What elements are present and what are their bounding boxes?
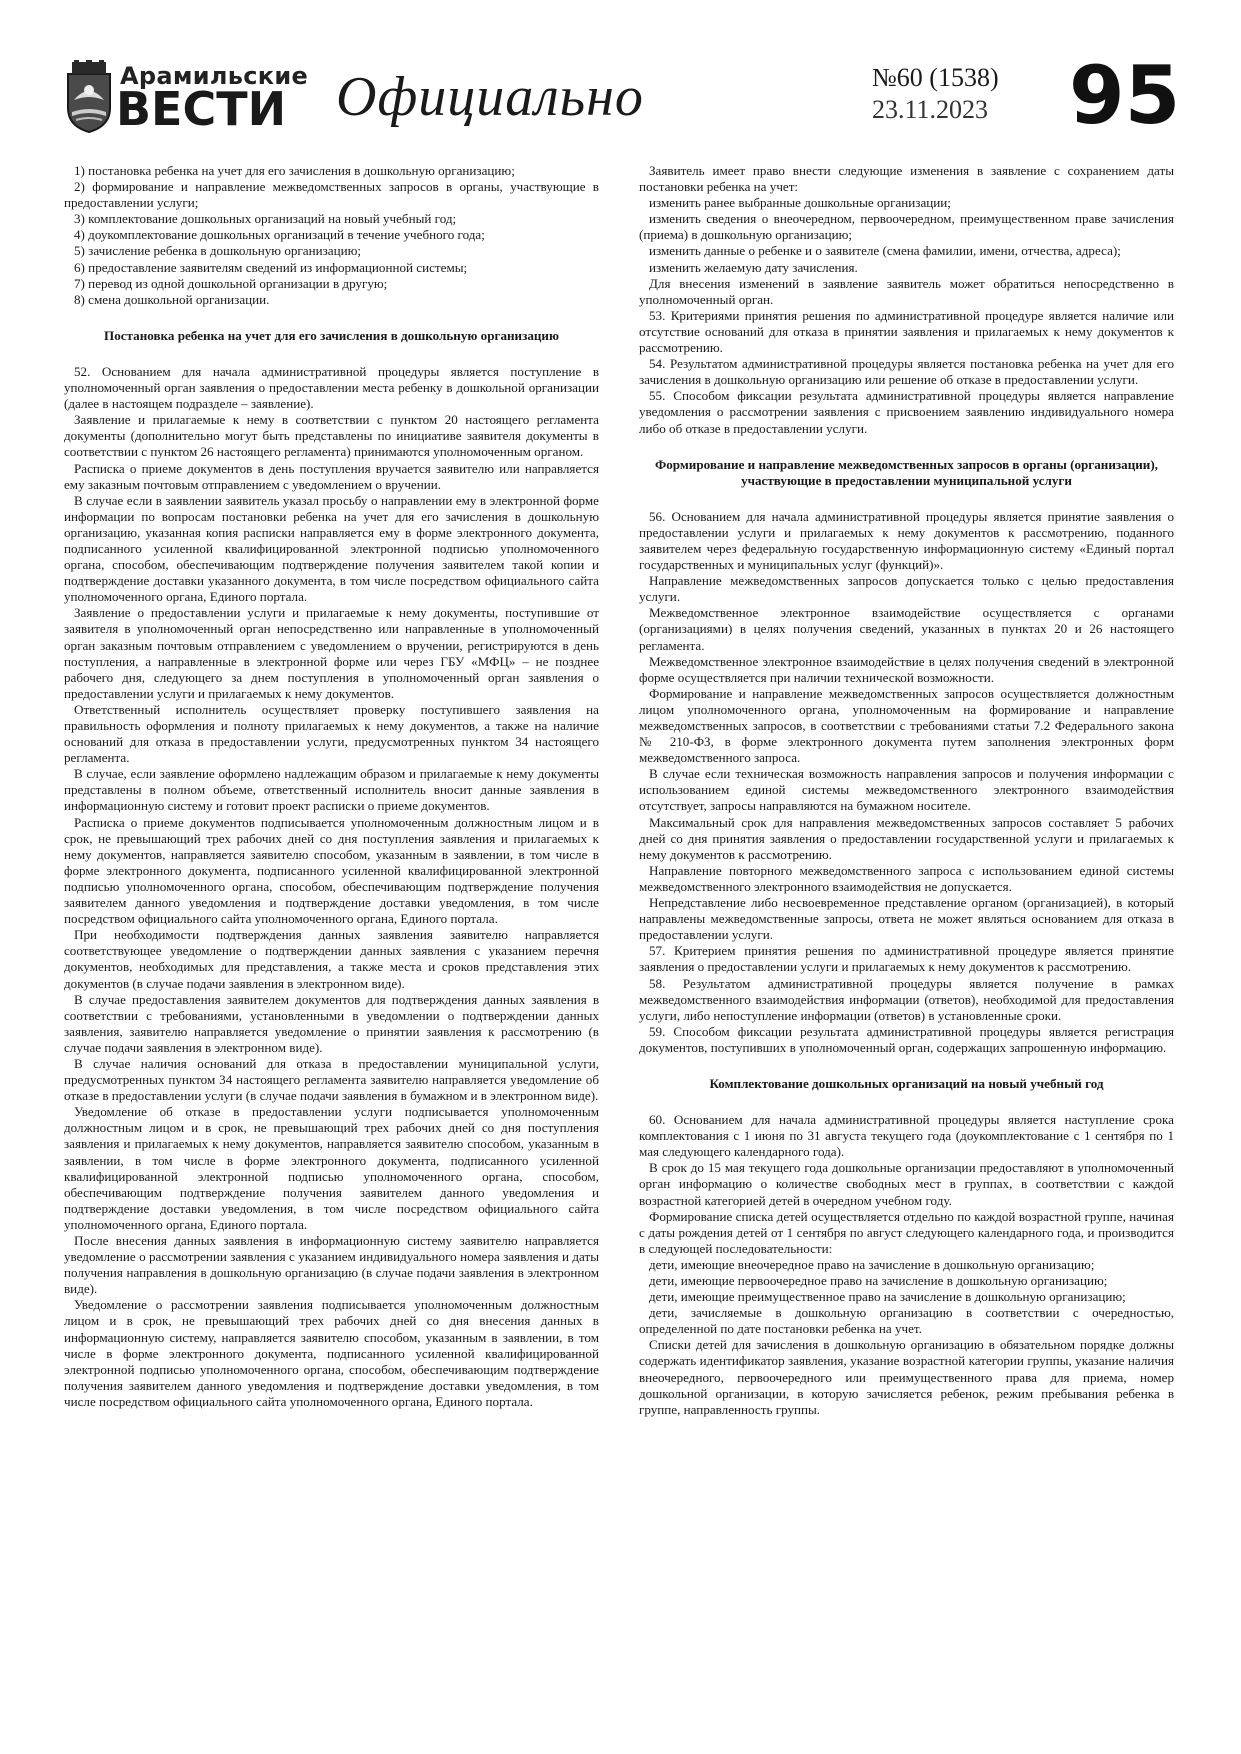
paragraph: Направление межведомственных запросов допускается только с целью предоставления услуги. [639,573,1174,605]
list-item: 4) доукомплектование дошкольных организаций в течение учебного года; [74,227,485,243]
paragraph: Максимальный срок для направления межведомственных запросов составляет 5 рабочих дней со дня принятия заявления о предоставлении государственной услуги и прилагаемых к нему документов к рассмотрению. [639,814,1174,862]
paragraph: дети, зачисляемые в дошкольную организацию в соответствии с очередностью, определенной по дате постановки ребенка на учет. [639,1305,1174,1337]
paragraph: 56. Основанием для начала административной процедуры является принятие заявления о предоставлении услуги и прилагаемых к нему документов к рассмотрению, поданного заявителем через федеральную государственную информационную систему «Единый портал государственных и муниципальных услуг (функций)». [639,508,1174,573]
list-item: 6) предоставление заявителям сведений из информационной системы; [74,259,468,275]
paragraph: Уведомление об отказе в предоставлении услуги подписывается уполномоченным должностным лицом и в срок, не превышающий трех рабочих дней со дня поступления заявления и прилагаемых к нему документов, направляется заявителю способом, указанным в заявлении, в том числе в форме электронного документа, подписанного усиленной квалифицированной электронной подписью уполномоченного органа, способом, обеспечивающим подтверждение получения заявителем данного уведомления и подтверждение доставки уведомления, в том числе посредством официального сайта уполномоченного органа, Единого портала. [64,1104,599,1232]
paragraph: 58. Результатом административной процедуры является получение в рамках межведомственного взаимодействия информации (ответов), необходимой для предоставления услуги, либо непоступление информации (ответов) в установленные сроки. [639,975,1174,1023]
paragraph: При необходимости подтверждения данных заявления заявителю направляется соответствующее уведомление о подтверждении данных заявления с указанием перечня документов, необходимых для представления, а также места и сроков представления этих документов (в случае подачи заявления в электронном виде). [64,927,599,991]
paragraph: изменить ранее выбранные дошкольные организации; [649,195,951,211]
paragraph: Заявление и прилагаемые к нему в соответствии с пунктом 20 настоящего регламента документы (дополнительно могут быть представлены по инициативе заявителя документы в соответствии с пунктом 26 настоящего регламента) принимаются уполномоченным органом. [64,412,599,460]
section-heading: Формирование и направление межведомственных запросов в органы (организации), участвующие в предоставлении муниципальной услуги [655,456,1158,488]
coat-of-arms-icon [64,60,114,134]
list-item: 7) перевод из одной дошкольной организации в другую; [74,275,388,291]
paragraph: В случае если в заявлении заявитель указал просьбу о направлении ему в электронной форме информации по вопросам постановки ребенка на учет для его зачисления в дошкольную организацию, указанная копия расписки направляется ему в форме электронного документа, подписанного усиленной квалифицированной электронной подписью уполномоченного органа, способом, обеспечивающим подтверждение получения заявителем такой копии и подтверждение доставки указанного документа, в том числе посредством официального сайта уполномоченного органа, Единого портала. [64,492,599,605]
left-column [64,163,599,1410]
list-item: 5) зачисление ребенка в дошкольную организацию; [74,243,362,259]
paragraph: 57. Критерием принятия решения по административной процедуре является принятие заявления о предоставлении услуги и прилагаемых к нему документов к рассмотрению. [639,943,1174,975]
paragraph: В срок до 15 мая текущего года дошкольные организации предоставляют в уполномоченный орган информацию о количестве свободных мест в группах, в соответствии с каждой возрастной категорией детей в очередном учебном году. [639,1160,1174,1208]
paragraph: В случае, если заявление оформлено надлежащим образом и прилагаемые к нему документы представлены в полном объеме, ответственный исполнитель вносит данные заявления в информационную систему и готовит проект расписки о приеме документов. [64,766,599,814]
newspaper-logo [64,60,309,142]
paragraph: изменить желаемую дату зачисления. [649,259,858,275]
paragraph: Направление повторного межведомственного запроса с использованием единой системы межведомственного электронного взаимодействия не допускается. [639,862,1174,894]
list-item: 1) постановка ребенка на учет для его зачисления в дошкольную организацию; [74,163,515,178]
list-item: 3) комплектование дошкольных организаций на новый учебный год; [74,211,457,227]
paragraph: Уведомление о рассмотрении заявления подписывается уполномоченным должностным лицом и в срок, не превышающий трех рабочих дней со дня внесения данных в информационную систему, направляется заявителю способом, указанным в заявлении, в том числе в форме электронного документа, подписанного усиленной квалифицированной электронной подписью уполномоченного органа, способом, обеспечивающим подтверждение получения заявителем данного уведомления и подтверждение доставки уведомления, в том числе посредством официального сайта уполномоченного органа, Единого портала. [64,1297,599,1409]
paragraph: После внесения данных заявления в информационную систему заявителю направляется уведомление о рассмотрении заявления с указанием индивидуального номера заявления и даты получения направления в дошкольную организацию (в случае подачи заявления в электронном виде). [64,1233,599,1297]
paragraph: В случае предоставления заявителем документов для подтверждения данных заявления в соответствии с требованиями, установленными в уведомлении о подтверждении данных заявления, заявителю направляется уведомление о принятии заявления к рассмотрению (в случае подачи заявления в электронном виде). [64,991,599,1055]
issue-number: №60 (1538) [872,63,999,92]
logo-main-text: ВЕСТИ [116,82,287,136]
procedure-list [64,163,599,308]
paragraph: изменить сведения о внеочередном, первоочередном, преимущественном праве зачисления (приема) в дошкольную организацию; [639,211,1174,243]
paragraph: 55. Способом фиксации результата административной процедуры является направление уведомления о рассмотрении заявления с присвоением заявлению индивидуального номера либо об отказе в предоставлении услуги. [639,388,1174,436]
paragraph: 54. Результатом административной процедуры является постановка ребенка на учет для его зачисления в дошкольную организацию или решение об отказе в предоставлении услуги. [639,356,1174,388]
paragraph: 59. Способом фиксации результата административной процедуры является регистрация документов, поступивших в уполномоченный орган, содержащих запрошенную информацию. [639,1023,1174,1055]
paragraph: Межведомственное электронное взаимодействие осуществляется с органами (организациями) в целях получения сведений, указанных в пунктах 20 и 26 настоящего регламента. [639,605,1174,653]
list-item: 8) смена дошкольной организации. [74,291,270,307]
issue-date: 23.11.2023 [872,95,989,124]
paragraph: Межведомственное электронное взаимодействие в целях получения сведений в электронной форме осуществляется при наличии технической возможности. [639,653,1174,685]
paragraph: Формирование списка детей осуществляется отдельно по каждой возрастной группе, начиная с даты рождения детей от 1 сентября по август следующего календарного года, и производится в следующей последовательности: [639,1208,1174,1256]
section-heading: Постановка ребенка на учет для его зачисления в дошкольную организацию [104,327,559,343]
paragraph: дети, имеющие внеочередное право на зачисление в дошкольную организацию; [649,1256,1095,1272]
paragraph: Списки детей для зачисления в дошкольную организацию в обязательном порядке должны содержать идентификатор заявления, указание возрастной категории группы, указание наличия внеочередного, первоочередного или преимущественного права для приема, номер дошкольной организации, в которую зачисляется ребенок, режим пребывания ребенка в группе, направленность группы. [639,1337,1174,1417]
paragraph: Заявитель имеет право внести следующие изменения в заявление с сохранением даты постановки ребенка на учет: [639,163,1174,195]
paragraph: дети, имеющие первоочередное право на зачисление в дошкольную организацию; [649,1273,1108,1288]
section-heading: Комплектование дошкольных организаций на новый учебный год [709,1075,1104,1091]
section-title: Официально [336,66,644,128]
paragraph: Расписка о приеме документов подписывается уполномоченным должностным лицом и в срок, не превышающий трех рабочих дней со дня поступления заявления и прилагаемых к нему документов, направляется заявителю способом, указанным в заявлении, в том числе в форме электронного документа, подписанного усиленной квалифицированной электронной подписью уполномоченного органа, способом, обеспечивающим подтверждение получения заявителем данного уведомления и подтверждение доставки уведомления, в том числе посредством официального сайта уполномоченного органа, Единого портала. [64,814,599,927]
paragraph: 60. Основанием для начала административной процедуры является наступление срока комплектования с 1 июня по 31 августа текущего года (доукомплектование с 1 сентября по 1 мая следующего календарного года). [639,1112,1174,1160]
paragraph: 53. Критериями принятия решения по административной процедуре является наличие или отсутствие оснований для отказа в принятии заявления и прилагаемых к нему документов к рассмотрению. [639,307,1174,356]
paragraph: 52. Основанием для начала административной процедуры является поступление в уполномоченный орган заявления о предоставлении места ребенку в дошкольной организации (далее в настоящем подразделе – заявление). [64,363,599,412]
list-item: 2) формирование и направление межведомственных запросов в органы, участвующие в предоставлении услуги; [64,179,599,211]
paragraph: В случае наличия оснований для отказа в предоставлении муниципальной услуги, предусмотренных пунктом 34 настоящего регламента заявителю направляется уведомление об отказе в предоставлении услуги (в случае подачи заявления в бумажном и в электронном виде). [64,1055,599,1104]
paragraph: дети, имеющие преимущественное право на зачисление в дошкольную организацию; [649,1289,1126,1305]
masthead [64,49,1181,152]
paragraph: Заявление о предоставлении услуги и прилагаемые к нему документы, поступившие от заявителя в уполномоченный орган непосредственно или направленные в уполномоченный орган заказным почтовым отправлением с уведомлением о вручении, регистрируются в день поступления, а направленные в электронной форме или через ГБУ «МФЦ» – не позднее рабочего дня, следующего за днем поступления в уполномоченный орган заявления о предоставлении услуги и прилагаемых к нему документов. [64,605,599,701]
paragraph: Для внесения изменений в заявление заявитель может обратиться непосредственно в уполномоченный орган. [639,275,1174,307]
paragraph: В случае если техническая возможность направления запросов и получения информации с использованием единой системы межведомственного электронного взаимодействия отсутствует, запросы направляются на бумажном носителе. [639,766,1174,814]
logo-top-text: Арамильские [120,62,309,90]
paragraph: Формирование и направление межведомственных запросов осуществляется должностным лицом уполномоченного органа, уполномоченным на формирование и направление межведомственных запросов, в соответствии с требованиями статьи 7.2 Федерального закона № 210-ФЗ, в форме электронного документа путем заполнения электронных форм межведомственного запроса. [639,685,1174,766]
page-number: 95 [1069,49,1181,142]
paragraph: Непредставление либо несвоевременное представление органом (организацией), в который направлены межведомственные запросы, ответа не может являться основанием для отказа в предоставлении услуги. [639,895,1174,943]
paragraph: Ответственный исполнитель осуществляет проверку поступившего заявления на правильность оформления и полноту прилагаемых к нему документов, а также на наличие оснований для отказа в предоставлении услуги, предусмотренных пунктом 34 настоящего регламента. [64,701,599,766]
right-column [639,163,1174,1418]
paragraph: изменить данные о ребенке и о заявителе (смена фамилии, имени, отчества, адреса); [649,243,1121,259]
paragraph: Расписка о приеме документов в день поступления вручается заявителю или направляется ему заказным почтовым отправлением с уведомлением о вручении. [64,460,599,492]
